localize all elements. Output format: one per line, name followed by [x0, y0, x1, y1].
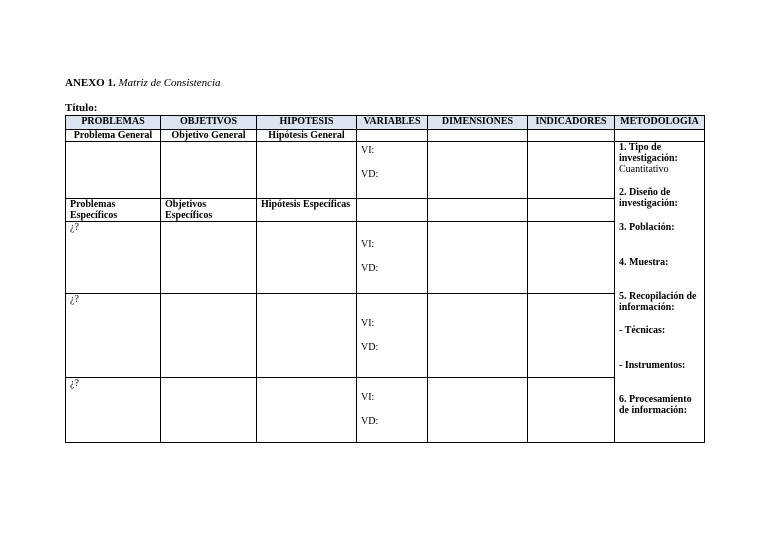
empty-cell	[528, 222, 615, 294]
empty-cell	[357, 199, 428, 222]
metodologia-diseno: 2. Diseño de investigación:	[619, 187, 678, 209]
empty-cell	[528, 199, 615, 222]
question-placeholder: ¿?	[70, 222, 79, 233]
metodologia-tipo-value: Cuantitativo	[619, 164, 669, 175]
title-label: Título:	[65, 102, 98, 114]
objetivo-general-label: Objetivo General	[161, 130, 257, 142]
problema-general-label: Problema General	[66, 130, 161, 142]
problema-especifico-3	[66, 378, 161, 443]
empty-cell	[428, 222, 528, 294]
annex-heading	[65, 77, 221, 89]
objetivos-especificos-label: Objetivos Específicos	[161, 199, 257, 222]
empty-cell	[161, 378, 257, 443]
problemas-especificos-label: Problemas Específicos	[66, 199, 161, 222]
objetivo-general-cell	[161, 142, 257, 199]
annex-title: Matriz de Consistencia	[118, 77, 221, 89]
col-header-hipotesis: HIPÓTESIS	[257, 116, 357, 130]
variables-especificas-2	[357, 294, 428, 378]
empty-cell	[428, 199, 528, 222]
col-header-problemas: PROBLEMAS	[66, 116, 161, 130]
problema-especifico-1	[66, 222, 161, 294]
empty-cell	[161, 222, 257, 294]
empty-cell	[428, 142, 528, 199]
annex-number: ANEXO 1.	[65, 77, 116, 89]
vi-label: VI:	[361, 318, 375, 329]
hipotesis-especificas-label: Hipótesis Específicas	[257, 199, 357, 222]
col-header-dimensiones: DIMENSIONES	[428, 116, 528, 130]
vi-label: VI:	[361, 145, 375, 156]
col-header-indicadores: INDICADORES	[528, 116, 615, 130]
empty-cell	[257, 294, 357, 378]
metodologia-tipo: 1. Tipo de investigación:	[619, 142, 678, 164]
empty-cell	[257, 222, 357, 294]
variables-especificas-3	[357, 378, 428, 443]
metodologia-instrumentos: - Instrumentos:	[619, 360, 686, 371]
metodologia-muestra: 4. Muestra:	[619, 257, 669, 268]
question-placeholder: ¿?	[70, 378, 79, 389]
metodologia-recopilacion: 5. Recopilación de información:	[619, 291, 697, 313]
metodologia-poblacion: 3. Población:	[619, 222, 675, 233]
variables-especificas-1	[357, 222, 428, 294]
metodologia-procesamiento: 6. Procesamiento de información:	[619, 394, 692, 416]
vd-label: VD:	[361, 169, 379, 180]
problema-especifico-2	[66, 294, 161, 378]
problema-general-cell	[66, 142, 161, 199]
empty-cell	[428, 294, 528, 378]
consistency-matrix	[65, 115, 705, 443]
empty-cell	[528, 378, 615, 443]
empty-cell	[428, 130, 528, 142]
empty-cell	[357, 130, 428, 142]
empty-cell	[615, 130, 705, 142]
vi-label: VI:	[361, 392, 375, 403]
vd-label: VD:	[361, 342, 379, 353]
metodologia-tecnicas: - Técnicas:	[619, 325, 666, 336]
empty-cell	[528, 142, 615, 199]
vi-label: VI:	[361, 239, 375, 250]
hipotesis-general-label: Hipótesis General	[257, 130, 357, 142]
metodologia-cell	[615, 142, 705, 443]
variables-general-cell	[357, 142, 428, 199]
col-header-metodologia: METODOLOGIA	[615, 116, 705, 130]
empty-cell	[161, 294, 257, 378]
vd-label: VD:	[361, 416, 379, 427]
col-header-objetivos: OBJETIVOS	[161, 116, 257, 130]
col-header-variables: VARIABLES	[357, 116, 428, 130]
hipotesis-general-cell	[257, 142, 357, 199]
empty-cell	[528, 294, 615, 378]
empty-cell	[257, 378, 357, 443]
empty-cell	[428, 378, 528, 443]
vd-label: VD:	[361, 263, 379, 274]
empty-cell	[528, 130, 615, 142]
question-placeholder: ¿?	[70, 294, 79, 305]
